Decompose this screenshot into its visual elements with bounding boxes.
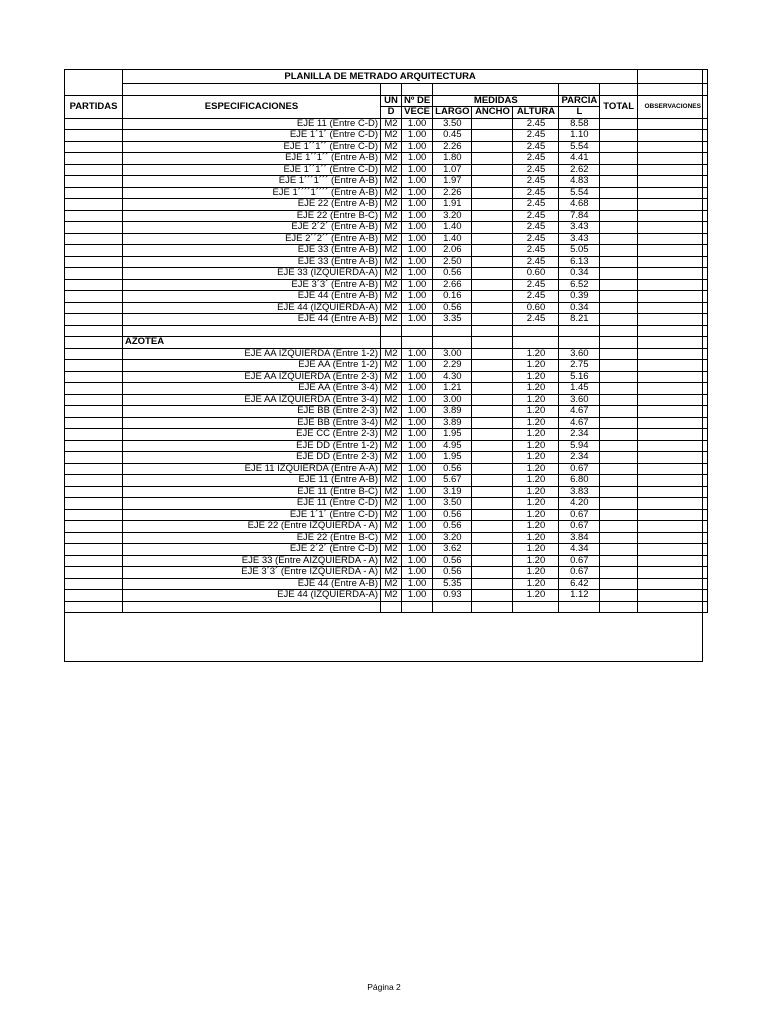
row-und: M2 <box>381 302 402 314</box>
row-und: M2 <box>381 348 402 360</box>
row-spec: EJE 11 (Entre A-B) <box>123 475 381 487</box>
row-altura: 1.20 <box>513 394 559 406</box>
row-largo: 0.16 <box>433 291 472 303</box>
und-header-bottom: D <box>381 107 402 119</box>
row-altura: 1.20 <box>513 452 559 464</box>
row-und: M2 <box>381 371 402 383</box>
row-largo: 1.95 <box>433 429 472 441</box>
row-veces: 1.00 <box>402 141 433 153</box>
row-altura: 2.45 <box>513 176 559 188</box>
row-veces: 1.00 <box>402 371 433 383</box>
row-largo: 1.21 <box>433 383 472 395</box>
row-und: M2 <box>381 383 402 395</box>
row-und: M2 <box>381 521 402 533</box>
row-parcial: 1.12 <box>559 590 600 602</box>
row-veces: 1.00 <box>402 555 433 567</box>
row-parcial: 3.43 <box>559 222 600 234</box>
row-spec: EJE 1´1´ (Entre C-D) <box>123 509 381 521</box>
row-veces: 1.00 <box>402 130 433 142</box>
row-spec: EJE 2´2´ (Entre C-D) <box>123 544 381 556</box>
row-spec: EJE 22 (Entre B-C) <box>123 210 381 222</box>
row-largo: 3.20 <box>433 210 472 222</box>
row-altura: 0.60 <box>513 268 559 280</box>
row-parcial: 1.10 <box>559 130 600 142</box>
row-largo: 1.40 <box>433 222 472 234</box>
row-parcial: 2.34 <box>559 429 600 441</box>
row-altura: 1.20 <box>513 429 559 441</box>
row-largo: 5.67 <box>433 475 472 487</box>
row-und: M2 <box>381 417 402 429</box>
row-und: M2 <box>381 590 402 602</box>
row-parcial: 3.43 <box>559 233 600 245</box>
row-largo: 3.20 <box>433 532 472 544</box>
row-altura: 1.20 <box>513 578 559 590</box>
row-altura: 1.20 <box>513 544 559 556</box>
row-largo: 0.56 <box>433 302 472 314</box>
row-spec: EJE 11 (Entre C-D) <box>123 118 381 130</box>
row-altura: 1.20 <box>513 371 559 383</box>
sheet-outline <box>64 69 703 662</box>
row-veces: 1.00 <box>402 314 433 326</box>
row-parcial: 3.84 <box>559 532 600 544</box>
row-altura: 2.45 <box>513 187 559 199</box>
row-veces: 1.00 <box>402 153 433 165</box>
row-veces: 1.00 <box>402 429 433 441</box>
row-parcial: 0.34 <box>559 302 600 314</box>
row-parcial: 5.16 <box>559 371 600 383</box>
row-largo: 3.19 <box>433 486 472 498</box>
row-veces: 1.00 <box>402 233 433 245</box>
row-altura: 2.45 <box>513 222 559 234</box>
row-spec: EJE 11 (Entre B-C) <box>123 486 381 498</box>
row-largo: 1.40 <box>433 233 472 245</box>
row-altura: 2.45 <box>513 164 559 176</box>
row-spec: EJE 1´´´1´´´ (Entre A-B) <box>123 176 381 188</box>
row-veces: 1.00 <box>402 210 433 222</box>
section-label-azotea: AZOTEA <box>123 337 381 349</box>
row-altura: 2.45 <box>513 245 559 257</box>
row-parcial: 6.42 <box>559 578 600 590</box>
row-veces: 1.00 <box>402 406 433 418</box>
row-spec: EJE 3´3´ (Entre A-B) <box>123 279 381 291</box>
row-parcial: 0.67 <box>559 463 600 475</box>
row-und: M2 <box>381 130 402 142</box>
row-parcial: 4.67 <box>559 406 600 418</box>
row-altura: 1.20 <box>513 463 559 475</box>
row-spec: EJE 1´´1´´ (Entre C-D) <box>123 164 381 176</box>
largo-header: LARGO <box>433 107 472 119</box>
row-spec: EJE CC (Entre 2-3) <box>123 429 381 441</box>
row-veces: 1.00 <box>402 544 433 556</box>
row-veces: 1.00 <box>402 590 433 602</box>
row-und: M2 <box>381 210 402 222</box>
row-spec: EJE 22 (Entre B-C) <box>123 532 381 544</box>
medidas-header: MEDIDAS <box>433 95 559 107</box>
row-und: M2 <box>381 567 402 579</box>
row-veces: 1.00 <box>402 279 433 291</box>
row-parcial: 4.34 <box>559 544 600 556</box>
row-veces: 1.00 <box>402 118 433 130</box>
row-veces: 1.00 <box>402 302 433 314</box>
row-spec: EJE AA IZQUIERDA (Entre 1-2) <box>123 348 381 360</box>
row-largo: 2.26 <box>433 187 472 199</box>
row-altura: 1.20 <box>513 509 559 521</box>
row-largo: 4.95 <box>433 440 472 452</box>
row-altura: 2.45 <box>513 233 559 245</box>
row-und: M2 <box>381 279 402 291</box>
row-veces: 1.00 <box>402 567 433 579</box>
row-und: M2 <box>381 406 402 418</box>
row-largo: 2.26 <box>433 141 472 153</box>
row-und: M2 <box>381 394 402 406</box>
row-parcial: 6.80 <box>559 475 600 487</box>
row-veces: 1.00 <box>402 164 433 176</box>
row-parcial: 2.62 <box>559 164 600 176</box>
row-parcial: 5.94 <box>559 440 600 452</box>
row-parcial: 3.60 <box>559 394 600 406</box>
row-parcial: 3.60 <box>559 348 600 360</box>
row-spec: EJE 2´2´ (Entre A-B) <box>123 222 381 234</box>
row-veces: 1.00 <box>402 509 433 521</box>
row-spec: EJE AA (Entre 3-4) <box>123 383 381 395</box>
row-largo: 4.30 <box>433 371 472 383</box>
row-spec: EJE 11 (Entre C-D) <box>123 498 381 510</box>
row-und: M2 <box>381 245 402 257</box>
row-altura: 1.20 <box>513 590 559 602</box>
row-altura: 1.20 <box>513 555 559 567</box>
row-altura: 2.45 <box>513 118 559 130</box>
row-veces: 1.00 <box>402 360 433 372</box>
row-spec: EJE BB (Entre 3-4) <box>123 417 381 429</box>
row-spec: EJE AA IZQUIERDA (Entre 2-3) <box>123 371 381 383</box>
row-altura: 1.20 <box>513 360 559 372</box>
row-altura: 1.20 <box>513 348 559 360</box>
row-veces: 1.00 <box>402 348 433 360</box>
row-largo: 3.89 <box>433 417 472 429</box>
row-largo: 0.56 <box>433 463 472 475</box>
row-veces: 1.00 <box>402 417 433 429</box>
partidas-header: PARTIDAS <box>65 95 123 118</box>
und-header-top: UN <box>381 95 402 107</box>
row-und: M2 <box>381 222 402 234</box>
row-spec: EJE 33 (IZQUIERDA-A) <box>123 268 381 280</box>
row-largo: 0.45 <box>433 130 472 142</box>
row-altura: 1.20 <box>513 383 559 395</box>
row-und: M2 <box>381 118 402 130</box>
row-und: M2 <box>381 314 402 326</box>
row-parcial: 7.84 <box>559 210 600 222</box>
row-altura: 1.20 <box>513 475 559 487</box>
row-largo: 0.56 <box>433 521 472 533</box>
row-altura: 2.45 <box>513 291 559 303</box>
row-parcial: 0.67 <box>559 509 600 521</box>
row-und: M2 <box>381 578 402 590</box>
row-altura: 1.20 <box>513 567 559 579</box>
nveces-header-bottom: VECE <box>402 107 433 119</box>
row-und: M2 <box>381 141 402 153</box>
row-und: M2 <box>381 509 402 521</box>
row-veces: 1.00 <box>402 532 433 544</box>
row-und: M2 <box>381 256 402 268</box>
row-und: M2 <box>381 164 402 176</box>
row-parcial: 0.67 <box>559 521 600 533</box>
row-und: M2 <box>381 532 402 544</box>
row-largo: 3.50 <box>433 118 472 130</box>
row-largo: 2.29 <box>433 360 472 372</box>
row-spec: EJE AA IZQUIERDA (Entre 3-4) <box>123 394 381 406</box>
sheet-title: PLANILLA DE METRADO ARQUITECTURA <box>123 70 638 84</box>
row-altura: 2.45 <box>513 314 559 326</box>
row-parcial: 4.67 <box>559 417 600 429</box>
row-altura: 2.45 <box>513 153 559 165</box>
row-spec: EJE 22 (Entre IZQUIERDA - A) <box>123 521 381 533</box>
row-parcial: 0.34 <box>559 268 600 280</box>
row-und: M2 <box>381 498 402 510</box>
row-parcial: 5.05 <box>559 245 600 257</box>
row-und: M2 <box>381 233 402 245</box>
row-largo: 0.56 <box>433 509 472 521</box>
row-veces: 1.00 <box>402 199 433 211</box>
row-spec: EJE 44 (Entre A-B) <box>123 291 381 303</box>
row-veces: 1.00 <box>402 463 433 475</box>
row-parcial: 6.13 <box>559 256 600 268</box>
row-largo: 2.50 <box>433 256 472 268</box>
especificaciones-header: ESPECIFICACIONES <box>123 95 381 118</box>
row-largo: 0.56 <box>433 567 472 579</box>
row-spec: EJE 2´´2´´ (Entre A-B) <box>123 233 381 245</box>
row-parcial: 1.45 <box>559 383 600 395</box>
row-und: M2 <box>381 268 402 280</box>
row-spec: EJE 44 (Entre A-B) <box>123 314 381 326</box>
row-veces: 1.00 <box>402 187 433 199</box>
row-parcial: 5.54 <box>559 141 600 153</box>
row-largo: 3.89 <box>433 406 472 418</box>
row-altura: 1.20 <box>513 417 559 429</box>
row-und: M2 <box>381 176 402 188</box>
row-altura: 1.20 <box>513 521 559 533</box>
row-largo: 3.50 <box>433 498 472 510</box>
row-spec: EJE 11 IZQUIERDA (Entre A-A) <box>123 463 381 475</box>
row-parcial: 8.21 <box>559 314 600 326</box>
row-veces: 1.00 <box>402 291 433 303</box>
row-parcial: 4.68 <box>559 199 600 211</box>
row-largo: 0.93 <box>433 590 472 602</box>
row-largo: 3.62 <box>433 544 472 556</box>
row-und: M2 <box>381 429 402 441</box>
row-parcial: 4.20 <box>559 498 600 510</box>
row-und: M2 <box>381 153 402 165</box>
row-veces: 1.00 <box>402 440 433 452</box>
row-und: M2 <box>381 475 402 487</box>
row-altura: 2.45 <box>513 141 559 153</box>
row-altura: 1.20 <box>513 440 559 452</box>
row-largo: 3.00 <box>433 348 472 360</box>
row-altura: 1.20 <box>513 406 559 418</box>
row-und: M2 <box>381 463 402 475</box>
row-und: M2 <box>381 187 402 199</box>
row-largo: 3.35 <box>433 314 472 326</box>
observaciones-header: OBSERVACIONES <box>638 95 708 118</box>
row-spec: EJE AA (Entre 1-2) <box>123 360 381 372</box>
row-veces: 1.00 <box>402 245 433 257</box>
row-veces: 1.00 <box>402 452 433 464</box>
row-parcial: 2.34 <box>559 452 600 464</box>
row-spec: EJE 1´´1´´ (Entre C-D) <box>123 141 381 153</box>
row-spec: EJE 33 (Entre A-B) <box>123 245 381 257</box>
altura-header: ALTURA <box>513 107 559 119</box>
row-spec: EJE DD (Entre 1-2) <box>123 440 381 452</box>
row-parcial: 4.41 <box>559 153 600 165</box>
row-largo: 2.66 <box>433 279 472 291</box>
parcial-header-top: PARCIA <box>559 95 600 107</box>
row-und: M2 <box>381 440 402 452</box>
row-und: M2 <box>381 452 402 464</box>
page-footer: Página 2 <box>367 982 401 992</box>
row-altura: 1.20 <box>513 486 559 498</box>
row-spec: EJE 44 (Entre A-B) <box>123 578 381 590</box>
row-spec: EJE 44 (IZQUIERDA-A) <box>123 302 381 314</box>
row-und: M2 <box>381 544 402 556</box>
row-spec: EJE 1´1´ (Entre C-D) <box>123 130 381 142</box>
row-parcial: 3.83 <box>559 486 600 498</box>
row-veces: 1.00 <box>402 394 433 406</box>
row-largo: 1.97 <box>433 176 472 188</box>
row-spec: EJE 3´3´ (Entre IZQUIERDA - A) <box>123 567 381 579</box>
row-spec: EJE 22 (Entre A-B) <box>123 199 381 211</box>
row-altura: 1.20 <box>513 532 559 544</box>
row-spec: EJE 1´´´´1´´´´ (Entre A-B) <box>123 187 381 199</box>
row-altura: 0.60 <box>513 302 559 314</box>
row-largo: 2.06 <box>433 245 472 257</box>
row-parcial: 0.67 <box>559 555 600 567</box>
row-und: M2 <box>381 555 402 567</box>
row-largo: 3.00 <box>433 394 472 406</box>
row-altura: 2.45 <box>513 279 559 291</box>
row-largo: 0.56 <box>433 555 472 567</box>
nveces-header-top: Nº DE <box>402 95 433 107</box>
row-parcial: 8.58 <box>559 118 600 130</box>
row-largo: 1.91 <box>433 199 472 211</box>
row-veces: 1.00 <box>402 475 433 487</box>
row-parcial: 4.83 <box>559 176 600 188</box>
row-spec: EJE 33 (Entre AIZQUIERDA - A) <box>123 555 381 567</box>
row-veces: 1.00 <box>402 578 433 590</box>
row-und: M2 <box>381 360 402 372</box>
row-parcial: 6.52 <box>559 279 600 291</box>
row-parcial: 2.75 <box>559 360 600 372</box>
row-largo: 1.95 <box>433 452 472 464</box>
parcial-header-bottom: L <box>559 107 600 119</box>
row-veces: 1.00 <box>402 498 433 510</box>
row-largo: 5.35 <box>433 578 472 590</box>
row-spec: EJE 33 (Entre A-B) <box>123 256 381 268</box>
row-spec: EJE 44 (IZQUIERDA-A) <box>123 590 381 602</box>
row-veces: 1.00 <box>402 521 433 533</box>
row-altura: 2.45 <box>513 199 559 211</box>
row-altura: 2.45 <box>513 130 559 142</box>
row-largo: 1.80 <box>433 153 472 165</box>
row-veces: 1.00 <box>402 176 433 188</box>
row-veces: 1.00 <box>402 222 433 234</box>
row-veces: 1.00 <box>402 256 433 268</box>
row-spec: EJE 1´´1´´ (Entre A-B) <box>123 153 381 165</box>
row-largo: 0.56 <box>433 268 472 280</box>
row-veces: 1.00 <box>402 268 433 280</box>
row-altura: 1.20 <box>513 498 559 510</box>
row-parcial: 0.67 <box>559 567 600 579</box>
row-largo: 1.07 <box>433 164 472 176</box>
row-spec: EJE DD (Entre 2-3) <box>123 452 381 464</box>
row-und: M2 <box>381 291 402 303</box>
ancho-header: ANCHO <box>472 107 513 119</box>
row-veces: 1.00 <box>402 486 433 498</box>
row-und: M2 <box>381 486 402 498</box>
row-altura: 2.45 <box>513 210 559 222</box>
total-header: TOTAL <box>600 95 638 118</box>
row-altura: 2.45 <box>513 256 559 268</box>
row-parcial: 5.54 <box>559 187 600 199</box>
row-spec: EJE BB (Entre 2-3) <box>123 406 381 418</box>
row-und: M2 <box>381 199 402 211</box>
row-parcial: 0.39 <box>559 291 600 303</box>
row-veces: 1.00 <box>402 383 433 395</box>
